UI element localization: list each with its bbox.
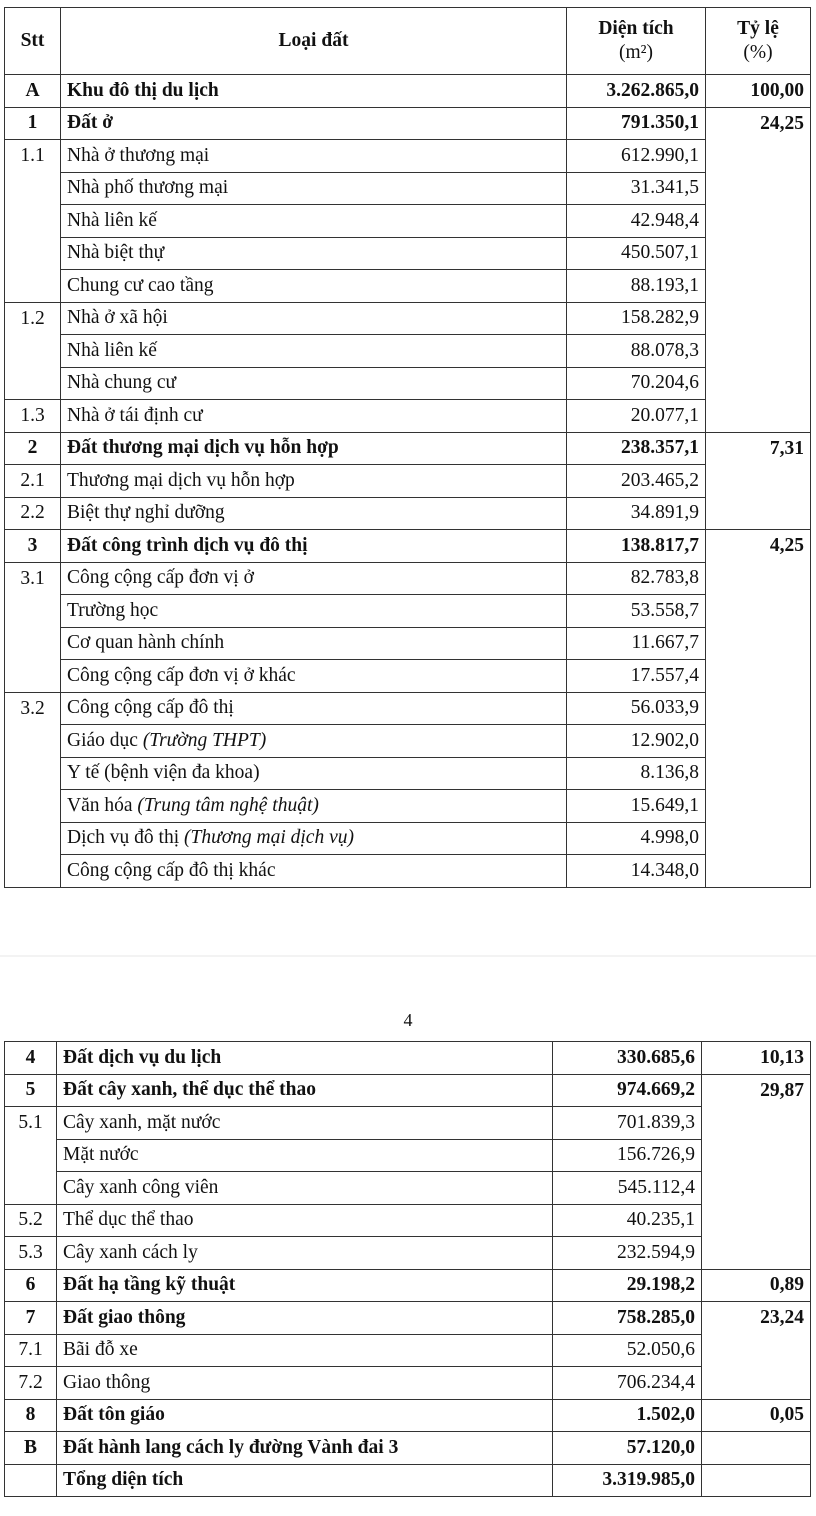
cell-loai-dat-text: Đất ở — [67, 112, 113, 134]
cell-dien-tich: 758.285,0 — [553, 1302, 702, 1335]
table-row — [5, 1107, 811, 1140]
cell-loai-dat-text: Công cộng cấp đô thị — [67, 697, 234, 719]
cell-ty-le — [706, 790, 811, 823]
cell-dien-tich: 232.594,9 — [553, 1237, 702, 1270]
cell-dien-tich: 42.948,4 — [567, 205, 706, 238]
cell-dien-tich: 974.669,2 — [553, 1074, 702, 1107]
cell-loai-dat-italic-note: (Trường THPT) — [142, 729, 267, 751]
cell-loai-dat — [61, 627, 567, 660]
cell-dien-tich: 8.136,8 — [567, 757, 706, 790]
cell-stt — [5, 627, 61, 660]
cell-loai-dat — [61, 595, 567, 628]
cell-loai-dat — [61, 432, 567, 465]
cell-dien-tich: 70.204,6 — [567, 367, 706, 400]
cell-stt: 1 — [5, 107, 61, 140]
cell-ty-le — [706, 335, 811, 368]
cell-dien-tich: 17.557,4 — [567, 660, 706, 693]
cell-loai-dat-italic-note: (Thương mại dịch vụ) — [184, 827, 354, 849]
cell-dien-tich: 545.112,4 — [553, 1172, 702, 1205]
cell-loai-dat-text: Đất hạ tầng kỹ thuật — [63, 1274, 236, 1296]
table-row — [5, 302, 811, 335]
cell-ty-le: 10,13 — [702, 1042, 811, 1075]
cell-loai-dat — [61, 790, 567, 823]
cell-stt — [5, 660, 61, 693]
table-row — [5, 335, 811, 368]
table-row — [5, 790, 811, 823]
cell-ty-le — [706, 757, 811, 790]
cell-stt: 4 — [5, 1042, 57, 1075]
col-header-ty-le — [706, 8, 811, 75]
cell-ty-le: 0,05 — [702, 1399, 811, 1432]
cell-dien-tich: 203.465,2 — [567, 465, 706, 498]
cell-loai-dat — [57, 1139, 553, 1172]
cell-ty-le — [706, 205, 811, 238]
cell-loai-dat-text: Cây xanh công viên — [63, 1176, 219, 1198]
table-row — [5, 1042, 811, 1075]
cell-stt: 1.3 — [5, 400, 61, 433]
table-row — [5, 497, 811, 530]
cell-loai-dat — [57, 1464, 553, 1497]
cell-dien-tich: 158.282,9 — [567, 302, 706, 335]
cell-loai-dat-text: Nhà phố thương mại — [67, 177, 229, 199]
cell-dien-tich: 57.120,0 — [553, 1432, 702, 1465]
table-row — [5, 432, 811, 465]
cell-ty-le — [706, 627, 811, 660]
cell-loai-dat-text: Đất tôn giáo — [63, 1404, 165, 1426]
table-row — [5, 107, 811, 140]
table-row — [5, 1204, 811, 1237]
cell-stt: B — [5, 1432, 57, 1465]
table-row — [5, 400, 811, 433]
cell-loai-dat — [61, 757, 567, 790]
cell-loai-dat-text: Trường học — [67, 599, 159, 621]
cell-stt: 1.2 — [5, 302, 61, 335]
cell-dien-tich: 14.348,0 — [567, 855, 706, 888]
cell-loai-dat-text: Đất thương mại dịch vụ hỗn hợp — [67, 437, 339, 459]
cell-ty-le — [706, 822, 811, 855]
cell-ty-le: 4,25 — [706, 530, 811, 563]
cell-loai-dat-text: Công cộng cấp đô thị khác — [67, 859, 276, 881]
cell-loai-dat-text: Chung cư cao tầng — [67, 274, 214, 296]
cell-stt: A — [5, 75, 61, 108]
cell-dien-tich: 31.341,5 — [567, 172, 706, 205]
cell-ty-le — [702, 1204, 811, 1237]
cell-loai-dat — [61, 75, 567, 108]
cell-dien-tich: 29.198,2 — [553, 1269, 702, 1302]
cell-stt — [5, 790, 61, 823]
cell-stt — [5, 595, 61, 628]
table-row — [5, 1432, 811, 1465]
cell-loai-dat-text: Công cộng cấp đơn vị ở khác — [67, 664, 296, 686]
cell-dien-tich: 34.891,9 — [567, 497, 706, 530]
cell-ty-le — [706, 660, 811, 693]
cell-dien-tich: 4.998,0 — [567, 822, 706, 855]
table-row — [5, 725, 811, 758]
cell-loai-dat — [61, 855, 567, 888]
cell-dien-tich: 156.726,9 — [553, 1139, 702, 1172]
table-row — [5, 1269, 811, 1302]
cell-stt: 3.1 — [5, 562, 61, 595]
cell-loai-dat — [61, 107, 567, 140]
table-row — [5, 1302, 811, 1335]
table-row — [5, 1074, 811, 1107]
cell-stt: 3 — [5, 530, 61, 563]
cell-stt — [5, 1139, 57, 1172]
table-row — [5, 692, 811, 725]
cell-ty-le — [702, 1464, 811, 1497]
cell-loai-dat — [57, 1432, 553, 1465]
table-row — [5, 1464, 811, 1497]
table-row — [5, 757, 811, 790]
cell-loai-dat-text: Đất công trình dịch vụ đô thị — [67, 534, 308, 556]
cell-ty-le — [706, 302, 811, 335]
cell-ty-le — [706, 595, 811, 628]
cell-dien-tich: 11.667,7 — [567, 627, 706, 660]
cell-ty-le — [706, 237, 811, 270]
cell-dien-tich: 20.077,1 — [567, 400, 706, 433]
cell-stt: 7.2 — [5, 1367, 57, 1400]
cell-loai-dat-text: Nhà biệt thự — [67, 242, 165, 264]
cell-stt: 5.2 — [5, 1204, 57, 1237]
table-row — [5, 1139, 811, 1172]
cell-ty-le — [706, 400, 811, 433]
cell-loai-dat-text: Nhà ở thương mại — [67, 144, 210, 166]
cell-stt: 2.2 — [5, 497, 61, 530]
cell-ty-le — [706, 465, 811, 498]
cell-ty-le: 23,24 — [702, 1302, 811, 1335]
cell-dien-tich: 238.357,1 — [567, 432, 706, 465]
col-header-dien-tich — [567, 8, 706, 75]
cell-dien-tich: 82.783,8 — [567, 562, 706, 595]
cell-loai-dat-text: Đất hành lang cách ly đường Vành đai 3 — [63, 1436, 399, 1458]
cell-loai-dat — [57, 1042, 553, 1075]
cell-ty-le — [706, 367, 811, 400]
cell-stt: 1.1 — [5, 140, 61, 173]
cell-loai-dat — [57, 1302, 553, 1335]
table-row — [5, 660, 811, 693]
cell-loai-dat-text: Y tế (bệnh viện đa khoa) — [67, 762, 260, 784]
cell-loai-dat-text: Cơ quan hành chính — [67, 632, 225, 654]
cell-loai-dat-text: Đất giao thông — [63, 1306, 186, 1328]
cell-stt: 7 — [5, 1302, 57, 1335]
cell-loai-dat — [61, 822, 567, 855]
cell-ty-le: 100,00 — [706, 75, 811, 108]
cell-loai-dat-text: Khu đô thị du lịch — [67, 79, 219, 101]
ty-le-label: Tỷ lệ — [737, 17, 779, 39]
cell-stt: 5.1 — [5, 1107, 57, 1140]
cell-loai-dat — [61, 692, 567, 725]
cell-ty-le — [702, 1237, 811, 1270]
cell-stt — [5, 270, 61, 303]
cell-loai-dat-text: Bãi đỗ xe — [63, 1339, 138, 1361]
table-row — [5, 1367, 811, 1400]
cell-stt: 5 — [5, 1074, 57, 1107]
cell-dien-tich: 53.558,7 — [567, 595, 706, 628]
table-row — [5, 822, 811, 855]
cell-ty-le — [702, 1172, 811, 1205]
cell-loai-dat — [61, 172, 567, 205]
cell-loai-dat — [61, 140, 567, 173]
page-number: 4 — [403, 1010, 413, 1030]
cell-stt: 2 — [5, 432, 61, 465]
table-row — [5, 1334, 811, 1367]
cell-loai-dat — [61, 335, 567, 368]
table-row — [5, 270, 811, 303]
cell-loai-dat-text: Nhà ở tái định cư — [67, 404, 203, 426]
cell-loai-dat-text: Công cộng cấp đơn vị ở — [67, 567, 254, 589]
cell-ty-le — [706, 172, 811, 205]
table-row — [5, 627, 811, 660]
cell-stt — [5, 855, 61, 888]
table-row — [5, 75, 811, 108]
cell-dien-tich: 138.817,7 — [567, 530, 706, 563]
cell-loai-dat-text: Văn hóa — [67, 794, 138, 816]
cell-stt — [5, 822, 61, 855]
cell-loai-dat-text: Thể dục thể thao — [63, 1209, 194, 1231]
cell-stt — [5, 757, 61, 790]
cell-stt: 2.1 — [5, 465, 61, 498]
cell-loai-dat — [57, 1074, 553, 1107]
cell-dien-tich: 40.235,1 — [553, 1204, 702, 1237]
cell-loai-dat-text: Nhà ở xã hội — [67, 307, 168, 329]
cell-ty-le — [702, 1334, 811, 1367]
cell-loai-dat-text: Nhà chung cư — [67, 372, 177, 394]
cell-ty-le — [706, 725, 811, 758]
cell-ty-le — [706, 270, 811, 303]
cell-loai-dat — [61, 660, 567, 693]
cell-dien-tich: 15.649,1 — [567, 790, 706, 823]
cell-loai-dat-text: Nhà liên kế — [67, 209, 157, 231]
cell-loai-dat-text: Giáo dục — [67, 729, 143, 751]
cell-stt — [5, 335, 61, 368]
table-row — [5, 465, 811, 498]
cell-loai-dat-text: Đất dịch vụ du lịch — [63, 1046, 222, 1068]
cell-dien-tich: 3.262.865,0 — [567, 75, 706, 108]
cell-ty-le — [706, 562, 811, 595]
cell-dien-tich: 88.078,3 — [567, 335, 706, 368]
cell-ty-le: 24,25 — [706, 107, 811, 140]
col-header-loai-dat: Loại đất — [61, 8, 567, 75]
dien-tich-label: Diện tích — [598, 17, 674, 39]
cell-loai-dat-text: Cây xanh cách ly — [63, 1241, 198, 1263]
table-row — [5, 855, 811, 888]
cell-loai-dat — [57, 1269, 553, 1302]
cell-loai-dat — [57, 1367, 553, 1400]
col-header-stt: Stt — [5, 8, 61, 75]
cell-ty-le — [706, 855, 811, 888]
cell-dien-tich: 56.033,9 — [567, 692, 706, 725]
cell-ty-le — [702, 1367, 811, 1400]
cell-stt — [5, 1464, 57, 1497]
cell-loai-dat — [61, 562, 567, 595]
ty-le-unit: (%) — [743, 42, 773, 63]
cell-loai-dat — [61, 270, 567, 303]
cell-loai-dat — [61, 237, 567, 270]
cell-loai-dat-text: Cây xanh, mặt nước — [63, 1111, 221, 1133]
cell-dien-tich: 88.193,1 — [567, 270, 706, 303]
cell-dien-tich: 612.990,1 — [567, 140, 706, 173]
table-row — [5, 562, 811, 595]
cell-loai-dat — [57, 1204, 553, 1237]
cell-stt — [5, 367, 61, 400]
cell-loai-dat — [57, 1172, 553, 1205]
cell-loai-dat-text: Tổng diện tích — [63, 1469, 184, 1491]
cell-loai-dat — [61, 367, 567, 400]
land-use-table-part2 — [4, 1041, 811, 1497]
cell-loai-dat — [61, 725, 567, 758]
cell-stt — [5, 205, 61, 238]
cell-ty-le — [706, 692, 811, 725]
cell-loai-dat — [61, 400, 567, 433]
cell-dien-tich: 791.350,1 — [567, 107, 706, 140]
land-use-table-part1 — [4, 7, 811, 888]
cell-loai-dat — [61, 530, 567, 563]
cell-stt: 3.2 — [5, 692, 61, 725]
cell-ty-le — [702, 1139, 811, 1172]
cell-loai-dat-text: Mặt nước — [63, 1144, 139, 1166]
table-row — [5, 237, 811, 270]
cell-loai-dat — [57, 1237, 553, 1270]
cell-loai-dat-text: Giao thông — [63, 1371, 151, 1393]
table-row — [5, 172, 811, 205]
cell-loai-dat-italic-note: (Trung tâm nghệ thuật) — [137, 794, 319, 816]
cell-loai-dat-text: Nhà liên kế — [67, 339, 157, 361]
cell-loai-dat — [57, 1399, 553, 1432]
table-row — [5, 1399, 811, 1432]
cell-dien-tich: 1.502,0 — [553, 1399, 702, 1432]
cell-dien-tich: 706.234,4 — [553, 1367, 702, 1400]
cell-dien-tich: 3.319.985,0 — [553, 1464, 702, 1497]
cell-ty-le: 29,87 — [702, 1074, 811, 1107]
cell-ty-le — [706, 497, 811, 530]
cell-ty-le: 0,89 — [702, 1269, 811, 1302]
cell-stt — [5, 1172, 57, 1205]
cell-stt: 8 — [5, 1399, 57, 1432]
cell-loai-dat — [57, 1334, 553, 1367]
cell-ty-le — [702, 1432, 811, 1465]
cell-dien-tich: 12.902,0 — [567, 725, 706, 758]
page-break — [0, 955, 816, 957]
cell-loai-dat-text: Thương mại dịch vụ hỗn hợp — [67, 469, 295, 491]
cell-loai-dat — [61, 302, 567, 335]
cell-stt: 6 — [5, 1269, 57, 1302]
table-row — [5, 367, 811, 400]
table-header-row — [5, 8, 811, 75]
cell-loai-dat — [61, 205, 567, 238]
cell-loai-dat — [61, 497, 567, 530]
cell-loai-dat-text: Đất cây xanh, thể dục thể thao — [63, 1079, 316, 1101]
table-row — [5, 140, 811, 173]
table-row — [5, 530, 811, 563]
cell-stt: 7.1 — [5, 1334, 57, 1367]
table-row — [5, 205, 811, 238]
cell-stt: 5.3 — [5, 1237, 57, 1270]
table-row — [5, 1172, 811, 1205]
cell-loai-dat — [61, 465, 567, 498]
cell-dien-tich: 330.685,6 — [553, 1042, 702, 1075]
cell-ty-le — [702, 1107, 811, 1140]
table-row — [5, 595, 811, 628]
cell-loai-dat — [57, 1107, 553, 1140]
table-row — [5, 1237, 811, 1270]
cell-loai-dat-text: Dịch vụ đô thị — [67, 827, 184, 849]
cell-ty-le: 7,31 — [706, 432, 811, 465]
cell-ty-le — [706, 140, 811, 173]
cell-stt — [5, 237, 61, 270]
cell-dien-tich: 52.050,6 — [553, 1334, 702, 1367]
dien-tich-unit: (m²) — [618, 42, 653, 63]
cell-stt — [5, 172, 61, 205]
cell-dien-tich: 701.839,3 — [553, 1107, 702, 1140]
cell-loai-dat-text: Biệt thự nghỉ dưỡng — [67, 502, 225, 524]
cell-stt — [5, 725, 61, 758]
cell-dien-tich: 450.507,1 — [567, 237, 706, 270]
